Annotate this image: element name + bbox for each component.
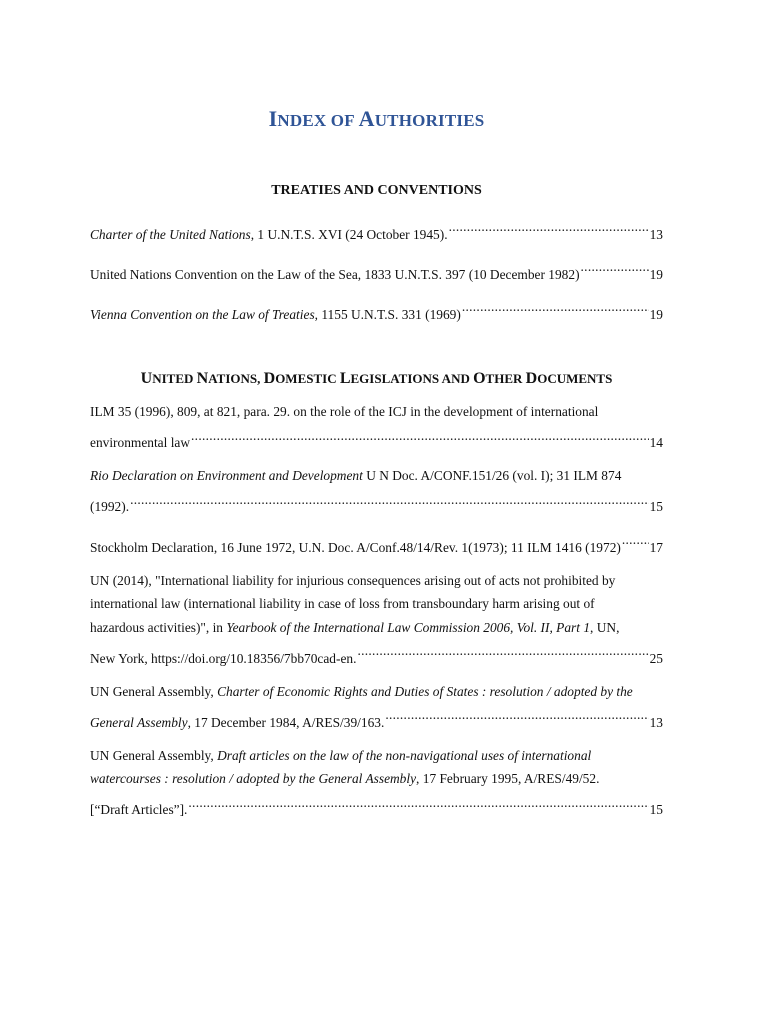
list-item xyxy=(90,400,663,455)
entry-citation: [“Draft Articles”]. xyxy=(90,802,188,817)
page-number: 17 xyxy=(649,539,663,555)
heading-part: ATIONS, xyxy=(208,371,264,386)
heading-initial: U xyxy=(140,370,153,387)
un-documents-list xyxy=(90,400,663,822)
entry-citation: environmental law xyxy=(90,435,191,450)
heading-part: OMESTIC xyxy=(275,371,340,386)
page-number: 15 xyxy=(649,499,663,514)
entry-citation: U N Doc. A/CONF.151/26 (vol. I); 31 ILM 874 xyxy=(362,468,622,483)
entry-citation: Stockholm Declaration, 16 June 1972, U.N. Doc. A/Conf.48/14/Rev. 1(1973); 11 ILM 1416 (1972) xyxy=(90,539,621,555)
entry-citation: New York, https://doi.org/10.18356/7bb70cad-en. xyxy=(90,650,357,666)
leader-dots xyxy=(130,488,649,512)
entry-citation: , 17 December 1984, A/RES/39/163. xyxy=(187,714,385,730)
entry-title: Charter of Economic Rights and Duties of States : resolution / adopted by the xyxy=(217,683,633,699)
entry-title: Rio Declaration on Environment and Development xyxy=(90,468,363,483)
entry-title: General Assembly xyxy=(90,714,188,730)
entry-citation: UN General Assembly, xyxy=(90,747,218,763)
leader-dots xyxy=(462,295,649,319)
entry-citation: UN General Assembly, xyxy=(90,683,218,699)
page-number: 19 xyxy=(649,266,663,282)
entry-title: Charter of the United Nations xyxy=(90,226,251,242)
title-initial-2: A xyxy=(358,106,375,131)
entry-citation: UN (2014), "International liability for injurious consequences arising out of acts not prohibited by xyxy=(90,572,616,588)
list-item xyxy=(90,680,663,735)
list-item xyxy=(90,295,663,326)
leader-dots xyxy=(191,424,649,448)
page-number: 19 xyxy=(649,306,663,322)
list-item xyxy=(90,528,663,559)
entry-title: Yearbook of the International Law Commission 2006, Vol. II, Part 1 xyxy=(226,619,591,635)
entry-citation: , 1155 U.N.T.S. 331 (1969) xyxy=(314,306,461,322)
heading-initial: O xyxy=(473,370,486,387)
leader-dots xyxy=(357,639,648,663)
entry-citation: (1992). xyxy=(90,499,130,514)
treaties-list xyxy=(90,215,663,326)
entry-title: watercourses : resolution / adopted by the General Assembly xyxy=(90,771,417,786)
leader-dots xyxy=(188,791,648,815)
entry-title: Draft articles on the law of the non-navigational uses of international xyxy=(217,747,592,763)
heading-initial: D xyxy=(525,370,538,387)
entry-citation: ILM 35 (1996), 809, at 821, para. 29. on the role of the ICJ in the development of international xyxy=(90,404,599,419)
title-part-1: NDEX OF xyxy=(277,111,359,130)
entry-citation: , 17 February 1995, A/RES/49/52. xyxy=(416,771,600,786)
list-item xyxy=(90,255,663,286)
leader-dots xyxy=(581,255,649,279)
title-part-2: UTHORITIES xyxy=(374,111,485,130)
heading-initial: N xyxy=(196,370,209,387)
page-number: 13 xyxy=(649,714,663,730)
heading-part: OCUMENTS xyxy=(537,371,613,386)
page-number: 25 xyxy=(649,650,663,666)
leader-dots xyxy=(449,215,649,239)
list-item xyxy=(90,569,663,671)
entry-citation: hazardous activities)", in xyxy=(90,619,227,635)
heading-part: EGISLATIONS AND xyxy=(350,371,474,386)
title-initial-1: I xyxy=(268,106,278,131)
page-number: 13 xyxy=(649,226,663,242)
list-item xyxy=(90,215,663,246)
section-heading-treaties: TREATIES AND CONVENTIONS xyxy=(271,183,482,198)
page-title xyxy=(90,0,663,136)
entry-title: Vienna Convention on the Law of Treaties xyxy=(90,306,315,322)
entry-citation: , UN, xyxy=(590,619,620,635)
list-item xyxy=(90,744,663,822)
leader-dots xyxy=(622,528,649,552)
entry-citation: , 1 U.N.T.S. XVI (24 October 1945). xyxy=(250,226,448,242)
section-heading-un-documents xyxy=(90,368,663,390)
heading-initial: L xyxy=(339,370,351,387)
entry-citation: international law (international liability in case of loss from transboundary harm arising out of xyxy=(90,596,595,611)
page-number: 15 xyxy=(649,802,663,817)
entry-citation: United Nations Convention on the Law of the Sea, 1833 U.N.T.S. 397 (10 December 1982) xyxy=(90,266,580,282)
leader-dots xyxy=(385,703,648,727)
list-item xyxy=(90,464,663,519)
page-number: 14 xyxy=(649,435,663,450)
heading-part: THER xyxy=(485,371,526,386)
heading-initial: D xyxy=(263,370,276,387)
heading-part: NITED xyxy=(152,371,197,386)
